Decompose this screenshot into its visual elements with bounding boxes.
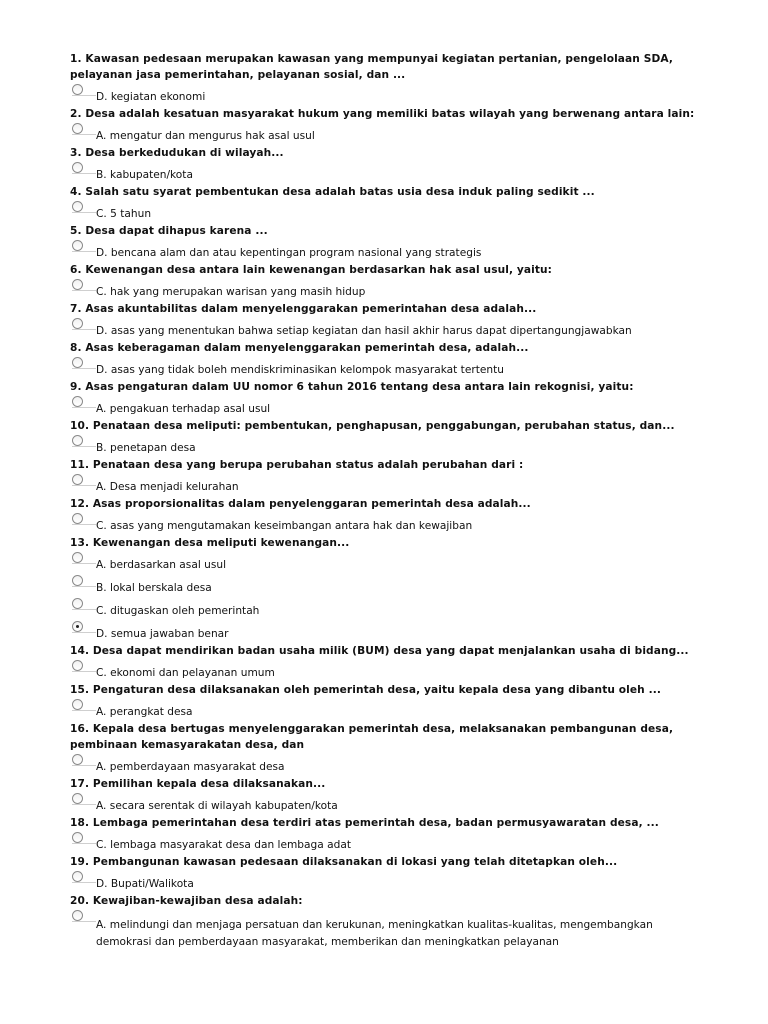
answer-option[interactable] xyxy=(70,574,700,597)
option-label: D. asas yang tidak boleh mendiskriminasikan kelompok masyarakat tertentu xyxy=(96,364,504,376)
underline-divider xyxy=(72,586,96,587)
underline-divider xyxy=(72,524,96,525)
option-label: A. pemberdayaan masyarakat desa xyxy=(96,761,285,773)
option-label: A. perangkat desa xyxy=(96,706,193,718)
option-label: D. bencana alam dan atau kepentingan program nasional yang strategis xyxy=(96,247,482,259)
radio-button[interactable] xyxy=(72,279,83,290)
radio-button[interactable] xyxy=(72,357,83,368)
answer-option[interactable] xyxy=(70,597,700,620)
radio-button-checked[interactable] xyxy=(72,621,83,632)
underline-divider xyxy=(72,563,96,564)
radio-button[interactable] xyxy=(72,474,83,485)
option-label: A. mengatur dan mengurus hak asal usul xyxy=(96,130,315,142)
question-text: 20. Kewajiban-kewajiban desa adalah: xyxy=(70,895,303,907)
answer-option[interactable] xyxy=(70,356,700,379)
answer-option[interactable] xyxy=(70,753,700,776)
option-label: B. kabupaten/kota xyxy=(96,169,193,181)
underline-divider xyxy=(72,407,96,408)
radio-button[interactable] xyxy=(72,793,83,804)
radio-button[interactable] xyxy=(72,240,83,251)
option-label: C. asas yang mengutamakan keseimbangan antara hak dan kewajiban xyxy=(96,520,473,532)
question-text: 10. Penataan desa meliputi: pembentukan, penghapusan, penggabungan, perubahan status, dan... xyxy=(70,420,675,432)
underline-divider xyxy=(72,290,96,291)
option-label: C. hak yang merupakan warisan yang masih hidup xyxy=(96,286,366,298)
option-label: A. Desa menjadi kelurahan xyxy=(96,481,239,493)
question-text: 4. Salah satu syarat pembentukan desa adalah batas usia desa induk paling sedikit ... xyxy=(70,186,595,198)
question-text: 6. Kewenangan desa antara lain kewenangan berdasarkan hak asal usul, yaitu: xyxy=(70,264,553,276)
option-label: A. berdasarkan asal usul xyxy=(96,559,227,571)
underline-divider xyxy=(72,251,96,252)
answer-option[interactable] xyxy=(70,620,700,643)
question-text: 1. Kawasan pedesaan merupakan kawasan yang mempunyai kegiatan pertanian, pengelolaan SDA, pelayanan jasa pemerintahan, pelayanan sosial, dan ... xyxy=(70,53,673,81)
underline-divider xyxy=(72,804,96,805)
radio-button[interactable] xyxy=(72,513,83,524)
answer-option[interactable] xyxy=(70,395,700,418)
answer-option[interactable] xyxy=(70,512,700,535)
underline-divider xyxy=(72,368,96,369)
underline-divider xyxy=(72,710,96,711)
option-label: D. kegiatan ekonomi xyxy=(96,91,206,103)
radio-button[interactable] xyxy=(72,318,83,329)
question-text: 17. Pemilihan kepala desa dilaksanakan... xyxy=(70,778,326,790)
radio-button[interactable] xyxy=(72,832,83,843)
option-label: D. Bupati/Walikota xyxy=(96,878,194,890)
question-text: 3. Desa berkedudukan di wilayah... xyxy=(70,147,284,159)
answer-option[interactable] xyxy=(70,909,700,949)
radio-button[interactable] xyxy=(72,123,83,134)
radio-button[interactable] xyxy=(72,435,83,446)
underline-divider xyxy=(72,765,96,766)
radio-button[interactable] xyxy=(72,396,83,407)
radio-button[interactable] xyxy=(72,699,83,710)
answer-option[interactable] xyxy=(70,698,700,721)
underline-divider xyxy=(72,921,96,922)
question-text: 19. Pembangunan kawasan pedesaan dilaksanakan di lokasi yang telah ditetapkan oleh... xyxy=(70,856,618,868)
underline-divider xyxy=(72,212,96,213)
option-label: A. pengakuan terhadap asal usul xyxy=(96,403,271,415)
question-text: 16. Kepala desa bertugas menyelenggarakan pemerintah desa, melaksanakan pembangunan desa, pembinaan kemasyarakatan desa, dan xyxy=(70,723,674,751)
question-text: 7. Asas akuntabilitas dalam menyelenggarakan pemerintahan desa adalah... xyxy=(70,303,537,315)
underline-divider xyxy=(72,446,96,447)
option-label: D. asas yang menentukan bahwa setiap kegiatan dan hasil akhir harus dapat dipertangungjawabkan xyxy=(96,325,632,337)
answer-option[interactable] xyxy=(70,870,700,893)
radio-button[interactable] xyxy=(72,910,83,921)
answer-option[interactable] xyxy=(70,200,700,223)
answer-option[interactable] xyxy=(70,83,700,106)
radio-button[interactable] xyxy=(72,754,83,765)
question-text: 8. Asas keberagaman dalam menyelenggarakan pemerintah desa, adalah... xyxy=(70,342,529,354)
question-text: 14. Desa dapat mendirikan badan usaha milik (BUM) desa yang dapat menjalankan usaha di bidang... xyxy=(70,645,689,657)
quiz-document xyxy=(70,51,700,949)
question-text: 11. Penataan desa yang berupa perubahan status adalah perubahan dari : xyxy=(70,459,524,471)
option-label: C. lembaga masyarakat desa dan lembaga adat xyxy=(96,839,351,851)
answer-option[interactable] xyxy=(70,659,700,682)
answer-option[interactable] xyxy=(70,122,700,145)
radio-button[interactable] xyxy=(72,162,83,173)
answer-option[interactable] xyxy=(70,792,700,815)
underline-divider xyxy=(72,173,96,174)
answer-option[interactable] xyxy=(70,278,700,301)
question-text: 9. Asas pengaturan dalam UU nomor 6 tahun 2016 tentang desa antara lain rekognisi, yaitu: xyxy=(70,381,634,393)
question-text: 13. Kewenangan desa meliputi kewenangan... xyxy=(70,537,350,549)
radio-button[interactable] xyxy=(72,201,83,212)
underline-divider xyxy=(72,329,96,330)
underline-divider xyxy=(72,609,96,610)
question-text: 5. Desa dapat dihapus karena ... xyxy=(70,225,268,237)
answer-option[interactable] xyxy=(70,473,700,496)
option-label: D. semua jawaban benar xyxy=(96,628,229,640)
option-label: A. melindungi dan menjaga persatuan dan kerukunan, meningkatkan kualitas-kualitas, mengembangkan demokrasi dan pemberdayaan masyarakat, memberikan dan meningkatkan pelayanan xyxy=(96,919,653,948)
underline-divider xyxy=(72,882,96,883)
underline-divider xyxy=(72,843,96,844)
answer-option[interactable] xyxy=(70,434,700,457)
underline-divider xyxy=(72,485,96,486)
underline-divider xyxy=(72,134,96,135)
answer-option[interactable] xyxy=(70,161,700,184)
radio-button[interactable] xyxy=(72,660,83,671)
option-label: C. 5 tahun xyxy=(96,208,152,220)
option-label: B. lokal berskala desa xyxy=(96,582,212,594)
radio-button[interactable] xyxy=(72,871,83,882)
question-text: 2. Desa adalah kesatuan masyarakat hukum yang memiliki batas wilayah yang berwenang antara lain: xyxy=(70,108,695,120)
question-text: 12. Asas proporsionalitas dalam penyelenggaran pemerintah desa adalah... xyxy=(70,498,531,510)
answer-option[interactable] xyxy=(70,239,700,262)
underline-divider xyxy=(72,671,96,672)
answer-option[interactable] xyxy=(70,831,700,854)
question-text: 18. Lembaga pemerintahan desa terdiri atas pemerintah desa, badan permusyawaratan desa, ... xyxy=(70,817,659,829)
radio-button[interactable] xyxy=(72,575,83,586)
underline-divider xyxy=(72,95,96,96)
option-label: B. penetapan desa xyxy=(96,442,196,454)
radio-button[interactable] xyxy=(72,598,83,609)
question-text: 15. Pengaturan desa dilaksanakan oleh pemerintah desa, yaitu kepala desa yang dibantu oleh ... xyxy=(70,684,661,696)
answer-option[interactable] xyxy=(70,551,700,574)
option-label: C. ekonomi dan pelayanan umum xyxy=(96,667,275,679)
option-label: C. ditugaskan oleh pemerintah xyxy=(96,605,260,617)
underline-divider xyxy=(72,632,96,633)
answer-option[interactable] xyxy=(70,317,700,340)
radio-button[interactable] xyxy=(72,84,83,95)
radio-button[interactable] xyxy=(72,552,83,563)
option-label: A. secara serentak di wilayah kabupaten/kota xyxy=(96,800,338,812)
